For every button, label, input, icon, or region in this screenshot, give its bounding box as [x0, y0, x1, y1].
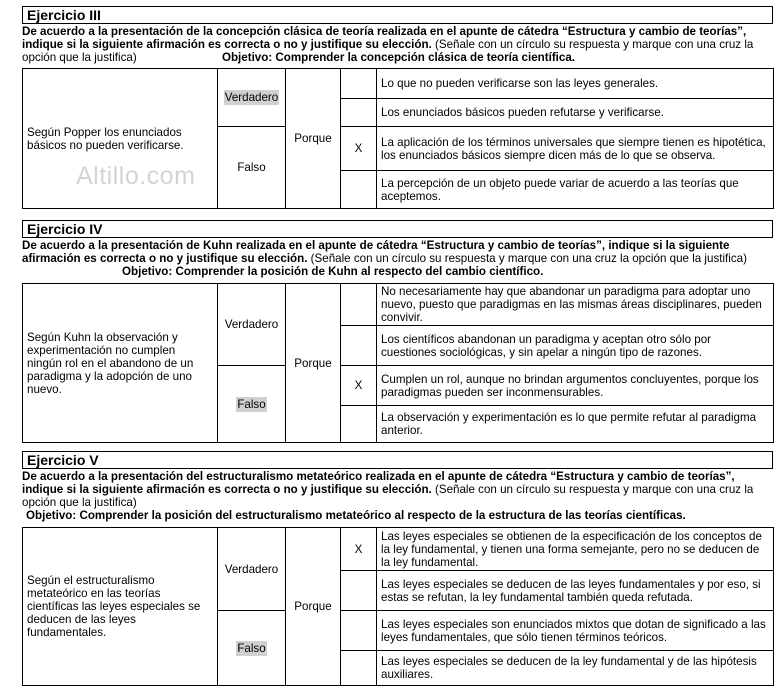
exercise-3-intro: De acuerdo a la presentación de la concepción clásica de teoría realizada en el apunte de cátedra “Estructura y cambio de teorías”, indique si la siguiente afirmación es correcta o no y justifique su elección. — [22, 25, 747, 51]
exercise-4-objective: Objetivo: Comprender la posición de Kuhn al respecto del cambio científico. — [122, 265, 544, 278]
true-label: Verdadero — [224, 91, 279, 104]
exercise-5-statement: Según el estructuralismo metateórico en las teorías científicas las leyes especiales se deducen de las leyes fundamentales. — [23, 528, 218, 686]
exercise-5-intro: De acuerdo a la presentación del estructuralismo metateórico realizada en el apunte de cátedra “Estructura y cambio de teorías”, indique si la siguiente afirmación es correcta o no y justifique su elección. — [22, 470, 735, 496]
exercise-4-mark-4[interactable] — [341, 406, 377, 443]
exercise-3-because: Porque — [286, 69, 341, 209]
exercise-4-mark-3[interactable]: X — [341, 366, 377, 406]
exercise-5-option-1: Las leyes especiales se obtienen de la especificación de los conceptos de la ley fundamental, y tienen una forma semejante, pero no se deducen de la ley fundamental. — [377, 528, 774, 571]
exercise-4-option-4: La observación y experimentación es lo que permite refutar al paradigma anterior. — [377, 406, 774, 443]
exercise-5-option-3: Las leyes especiales son enunciados mixtos que dotan de significado a las leyes fundamentales, que sólo tienen términos teóricos. — [377, 611, 774, 651]
exercise-5-option-4: Las leyes especiales se deducen de la ley fundamental y de las hipótesis auxiliares. — [377, 651, 774, 686]
exercise-4-mark-1[interactable] — [341, 284, 377, 326]
exercise-3-option-2: Los enunciados básicos pueden refutarse y verificarse. — [377, 99, 774, 127]
exercise-3-mark-4[interactable] — [341, 171, 377, 209]
exercise-5-true-option[interactable]: Verdadero — [218, 528, 286, 611]
exercise-4-true-option[interactable]: Verdadero — [218, 284, 286, 366]
exercise-4-title: Ejercicio IV — [22, 220, 773, 238]
exercise-4-false-option[interactable] — [218, 366, 286, 443]
exercise-4-statement: Según Kuhn la observación y experimentación no cumplen ningún rol en el abandono de un paradigma y la adopción de uno nuevo. — [23, 284, 218, 443]
exercise-4-option-2: Los científicos abandonan un paradigma y aceptan otro sólo por cuestiones sociológicas, y sin apelar a ningún tipo de razones. — [377, 326, 774, 366]
exercise-4-option-1: No necesariamente hay que abandonar un paradigma para adoptar uno nuevo, puesto que paradigmas en las mismas áreas disciplinares, pueden convivir. — [377, 284, 774, 326]
exercise-3-mark-1[interactable] — [341, 69, 377, 99]
exercise-3-mark-3[interactable]: X — [341, 127, 377, 171]
exercise-5-instructions — [22, 470, 774, 522]
exercise-5-intro-note: (Señale con un círculo su respuesta y marque con una cruz la opción que la justifica) — [22, 483, 754, 509]
exercise-5-table — [22, 527, 774, 686]
exercise-5-because: Porque — [286, 528, 341, 686]
exercise-4-because: Porque — [286, 284, 341, 443]
exercise-3-true-option[interactable] — [218, 69, 286, 127]
exercise-5-mark-4[interactable] — [341, 651, 377, 686]
exercise-4-intro-note: (Señale con un círculo su respuesta y marque con una cruz la opción que la justifica) — [307, 252, 747, 265]
exercise-5-mark-1[interactable]: X — [341, 528, 377, 571]
exercise-3-intro-note: (Señale con un círculo su respuesta y marque con una cruz la opción que la justifica) — [22, 38, 754, 64]
exercise-4-intro: De acuerdo a la presentación de Kuhn realizada en el apunte de cátedra “Estructura y cambio de teorías”, indique si la siguiente afirmación es correcta o no y justifique su elección. — [22, 239, 730, 265]
exercise-4-mark-2[interactable] — [341, 326, 377, 366]
exercise-5-mark-2[interactable] — [341, 571, 377, 611]
exercise-5-option-2: Las leyes especiales se deducen de las leyes fundamentales y por eso, si estas se refutan, la ley fundamental también queda refutada. — [377, 571, 774, 611]
exercise-3-objective: Objetivo: Comprender la concepción clásica de teoría científica. — [221, 51, 576, 64]
exercise-5-objective: Objetivo: Comprender la posición del estructuralismo metateórico al respecto de la estructura de las teorías científicas. — [26, 509, 686, 522]
exercise-3-mark-2[interactable] — [341, 99, 377, 127]
exercise-4-option-3: Cumplen un rol, aunque no brindan argumentos concluyentes, porque los paradigmas pueden ser inconmensurables. — [377, 366, 774, 406]
false-label: Falso — [237, 641, 266, 655]
exercise-5-false-option[interactable] — [218, 611, 286, 686]
exercise-3-false-option[interactable]: Falso — [218, 127, 286, 209]
exercise-5-title: Ejercicio V — [22, 451, 773, 469]
exercise-3-statement: Según Popper los enunciados básicos no pueden verificarse. — [23, 69, 218, 209]
exercise-3-option-3: La aplicación de los términos universales que siempre tienen es hipotética, los enunciados básicos siempre dicen más de lo que se observa. — [377, 127, 774, 171]
exercise-3-title: Ejercicio III — [22, 6, 773, 24]
watermark: Altillo.com — [76, 162, 196, 190]
false-label: Falso — [237, 397, 266, 411]
exercise-3-option-4: La percepción de un objeto puede variar de acuerdo a las teorías que aceptemos. — [377, 171, 774, 209]
exercise-4-table — [22, 283, 774, 443]
exercise-5-mark-3[interactable] — [341, 611, 377, 651]
exercise-4-instructions — [22, 239, 774, 278]
exercise-3-option-1: Lo que no pueden verificarse son las leyes generales. — [377, 69, 774, 99]
exercise-3-instructions — [22, 25, 774, 64]
